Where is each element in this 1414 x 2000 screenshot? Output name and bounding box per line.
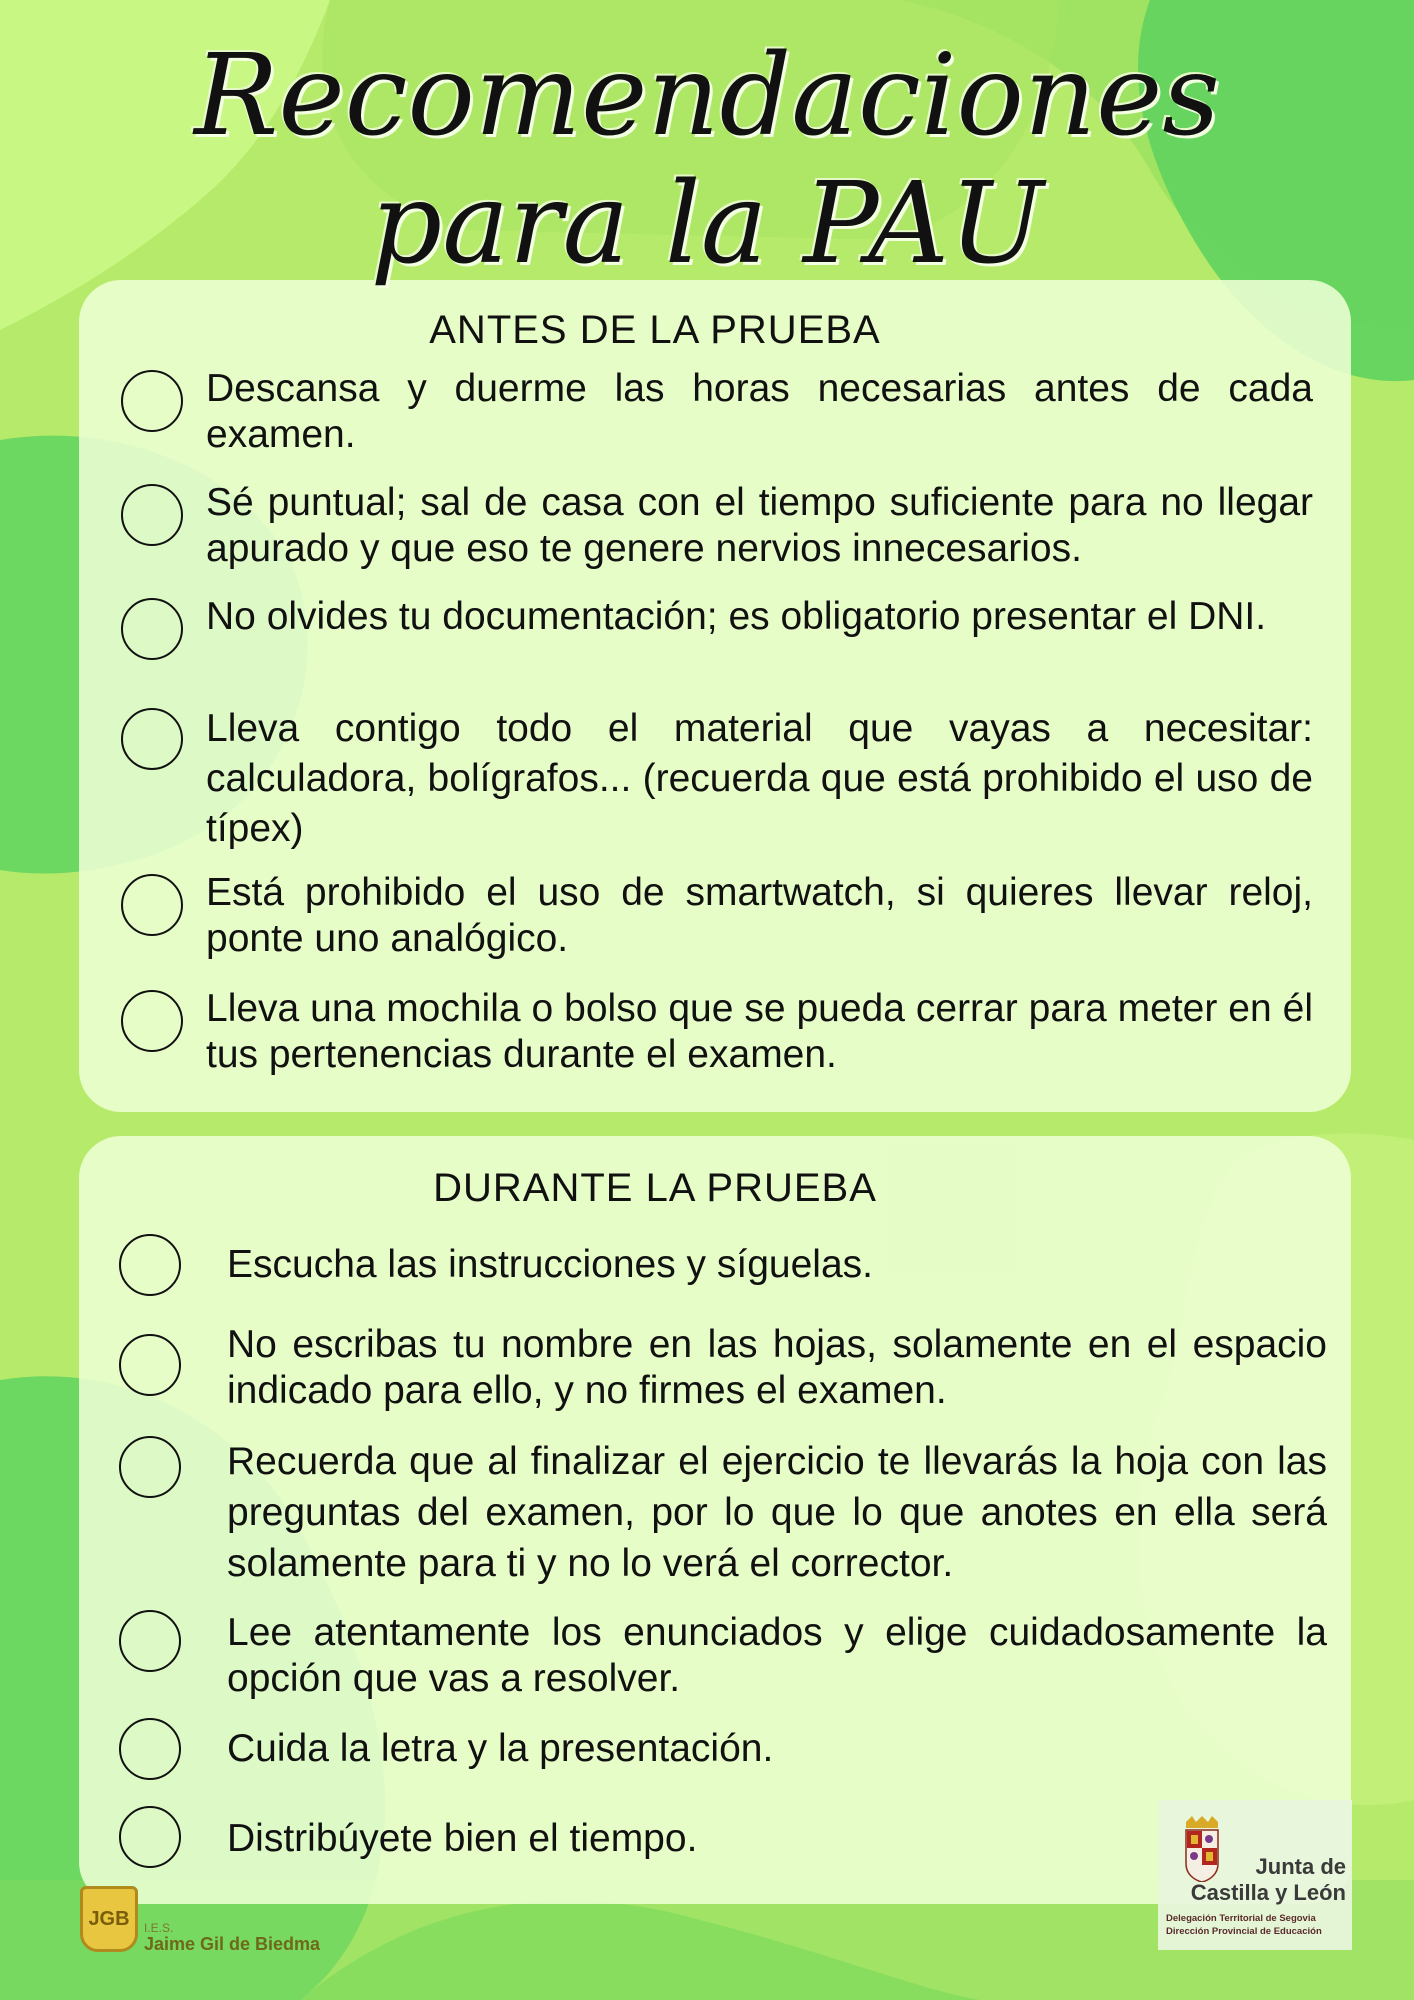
gov-line-2: Castilla y León (1190, 1880, 1346, 1905)
before-item-1-text: Descansa y duerme las horas necesarias antes de cada examen. (206, 367, 1313, 456)
during-item-5-text: Cuida la letra y la presentación. (227, 1727, 774, 1770)
gov-line-1: Junta de (1255, 1854, 1346, 1879)
before-item-2-text: Sé puntual; sal de casa con el tiempo suficiente para no llegar apurado y que eso te genere nervios innecesarios. (206, 481, 1313, 570)
government-logo (1158, 1800, 1352, 1950)
before-exam-heading: ANTES DE LA PRUEBA (429, 308, 881, 352)
checkbox-circle-icon[interactable] (121, 874, 183, 936)
before-item-5-text: Está prohibido el uso de smartwatch, si quieres llevar reloj, ponte uno analógico. (206, 871, 1313, 960)
title-line-2: para la PAU (370, 159, 1044, 289)
gov-sub-2: Dirección Provincial de Educación (1166, 1926, 1322, 1937)
before-item-6-text: Lleva una mochila o bolso que se pueda cerrar para meter en él tus pertenencias durante el examen. (206, 987, 1313, 1076)
checkbox-circle-icon[interactable] (119, 1234, 181, 1296)
during-item-4-text: Lee atentamente los enunciados y elige cuidadosamente la opción que vas a resolver. (227, 1611, 1327, 1700)
checkbox-circle-icon[interactable] (121, 370, 183, 432)
during-exam-heading: DURANTE LA PRUEBA (433, 1166, 877, 1210)
checkbox-circle-icon[interactable] (119, 1334, 181, 1396)
during-item-1-text: Escucha las instrucciones y síguelas. (227, 1243, 873, 1286)
school-name: Jaime Gil de Biedma (144, 1934, 321, 1954)
before-exam-panel (79, 280, 1351, 1112)
checkbox-circle-icon[interactable] (119, 1610, 181, 1672)
school-prefix: I.E.S. (144, 1921, 174, 1935)
school-logo (80, 1886, 320, 1952)
gov-sub-1: Delegación Territorial de Segovia (1166, 1913, 1316, 1924)
checkbox-circle-icon[interactable] (119, 1436, 181, 1498)
checkbox-circle-icon[interactable] (119, 1806, 181, 1868)
checkbox-circle-icon[interactable] (121, 484, 183, 546)
title-line-1: Recomendaciones (194, 31, 1220, 161)
during-item-3-text: Recuerda que al finalizar el ejercicio te llevarás la hoja con las preguntas del examen, por lo que lo que anotes en ella será solamente para ti y no lo verá el corrector. (227, 1440, 1327, 1585)
during-exam-panel (79, 1136, 1351, 1904)
before-item-3-text: No olvides tu documentación; es obligatorio presentar el DNI. (206, 595, 1267, 638)
before-item-4-text: Lleva contigo todo el material que vayas a necesitar: calculadora, bolígrafos... (recuerda que está prohibido el uso de típex) (206, 707, 1313, 850)
checkbox-circle-icon[interactable] (121, 598, 183, 660)
jgb-badge-icon: JGB (80, 1886, 138, 1952)
checkbox-circle-icon[interactable] (119, 1718, 181, 1780)
checkbox-circle-icon[interactable] (121, 990, 183, 1052)
during-item-2-text: No escribas tu nombre en las hojas, solamente en el espacio indicado para ello, y no firmes el examen. (227, 1323, 1327, 1412)
checkbox-circle-icon[interactable] (121, 708, 183, 770)
during-item-6-text: Distribúyete bien el tiempo. (227, 1817, 698, 1860)
